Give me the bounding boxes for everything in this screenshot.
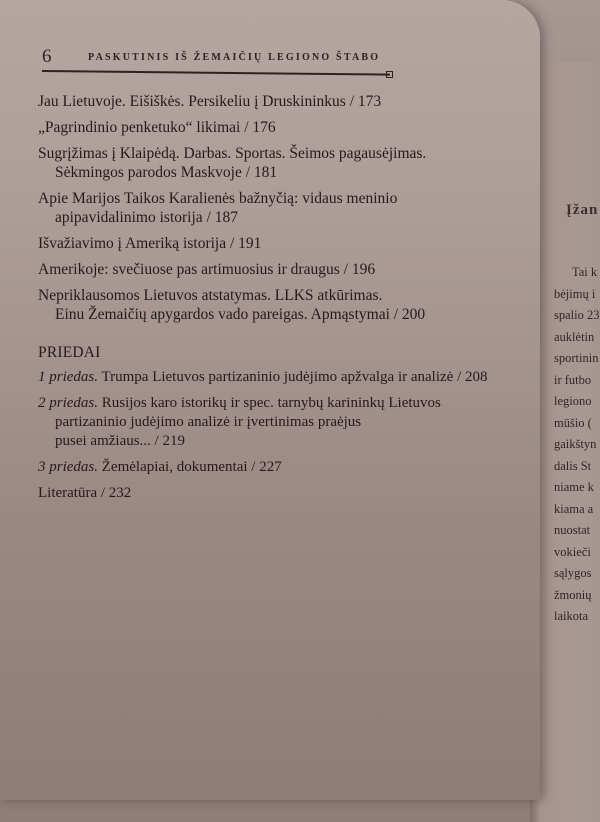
appendix-label: 1 priedas. bbox=[38, 369, 98, 385]
facing-line: bėjimų i bbox=[554, 286, 596, 301]
facing-line: kiama a bbox=[554, 501, 594, 516]
facing-line: žmonių bbox=[554, 587, 592, 602]
literature-entry: Literatūra / 232 bbox=[38, 485, 132, 501]
facing-line: niame k bbox=[554, 480, 594, 494]
facing-page bbox=[530, 62, 600, 822]
rule-end-square-icon bbox=[386, 71, 393, 78]
page-number: 6 bbox=[42, 46, 52, 67]
running-head bbox=[40, 44, 392, 78]
facing-page-text bbox=[554, 262, 599, 628]
toc-entry: Jau Lietuvoje. Eišiškės. Persikeliu į Druskininkus / 173 bbox=[38, 93, 382, 110]
toc-entry: Nepriklausomos Lietuvos atstatymas. LLKS atkūrimas. Einu Žemaičių apygardos vado pareigas. Apmąstymai / 200 bbox=[38, 287, 426, 323]
facing-line: laikota bbox=[554, 609, 589, 623]
facing-line: nuostat bbox=[554, 523, 591, 537]
facing-line: dalis St bbox=[554, 458, 592, 473]
appendix-entry: 3 priedas. Žemėlapiai, dokumentai / 227 bbox=[38, 459, 282, 475]
facing-line: auklėtin bbox=[554, 329, 595, 344]
facing-line: gaikštyn bbox=[554, 437, 597, 451]
facing-line: ir futbo bbox=[554, 372, 592, 387]
facing-line: spalio 23 bbox=[554, 308, 600, 322]
appendix-section-title: PRIEDAI bbox=[38, 344, 101, 361]
toc-entry: Amerikoje: svečiuose pas artimuosius ir draugus / 196 bbox=[38, 261, 376, 278]
table-of-contents bbox=[38, 92, 518, 510]
facing-page-heading: Įžan bbox=[566, 202, 599, 218]
running-head-title: PASKUTINIS IŠ ŽEMAIČIŲ LEGIONO ŠTABO bbox=[88, 52, 381, 63]
appendix-label: 3 priedas. bbox=[38, 459, 98, 475]
appendix-entry: 1 priedas. Trumpa Lietuvos partizaninio judėjimo apžvalga ir analizė / 208 bbox=[38, 369, 488, 385]
facing-line: vokieči bbox=[554, 544, 591, 559]
facing-line: mūšio ( bbox=[554, 415, 592, 430]
facing-line: sportinin bbox=[554, 351, 599, 365]
facing-line: Tai k bbox=[572, 265, 598, 279]
toc-entry: Išvažiavimo į Ameriką istorija / 191 bbox=[38, 235, 262, 252]
facing-line: sąlygos bbox=[554, 566, 592, 580]
toc-entry: Sugrįžimas į Klaipėdą. Darbas. Sportas. Šeimos pagausėjimas. Sėkmingos parodos Maskvoje / 181 bbox=[38, 145, 427, 181]
toc-entry: „Pagrindinio penketuko“ likimai / 176 bbox=[38, 119, 276, 136]
appendix-entry: 2 priedas. Rusijos karo istorikų ir spec. tarnybų karininkų Lietuvos partizaninio judėjimo analizė ir įvertinimas praėjus pusei amžiaus... / 219 bbox=[38, 395, 441, 449]
header-rule bbox=[42, 70, 390, 75]
appendix-label: 2 priedas. bbox=[38, 395, 98, 411]
toc-entry: Apie Marijos Taikos Karalienės bažnyčią: vidaus meninio apipavidalinimo istorija / 187 bbox=[38, 190, 398, 226]
facing-line: legiono bbox=[554, 394, 592, 408]
